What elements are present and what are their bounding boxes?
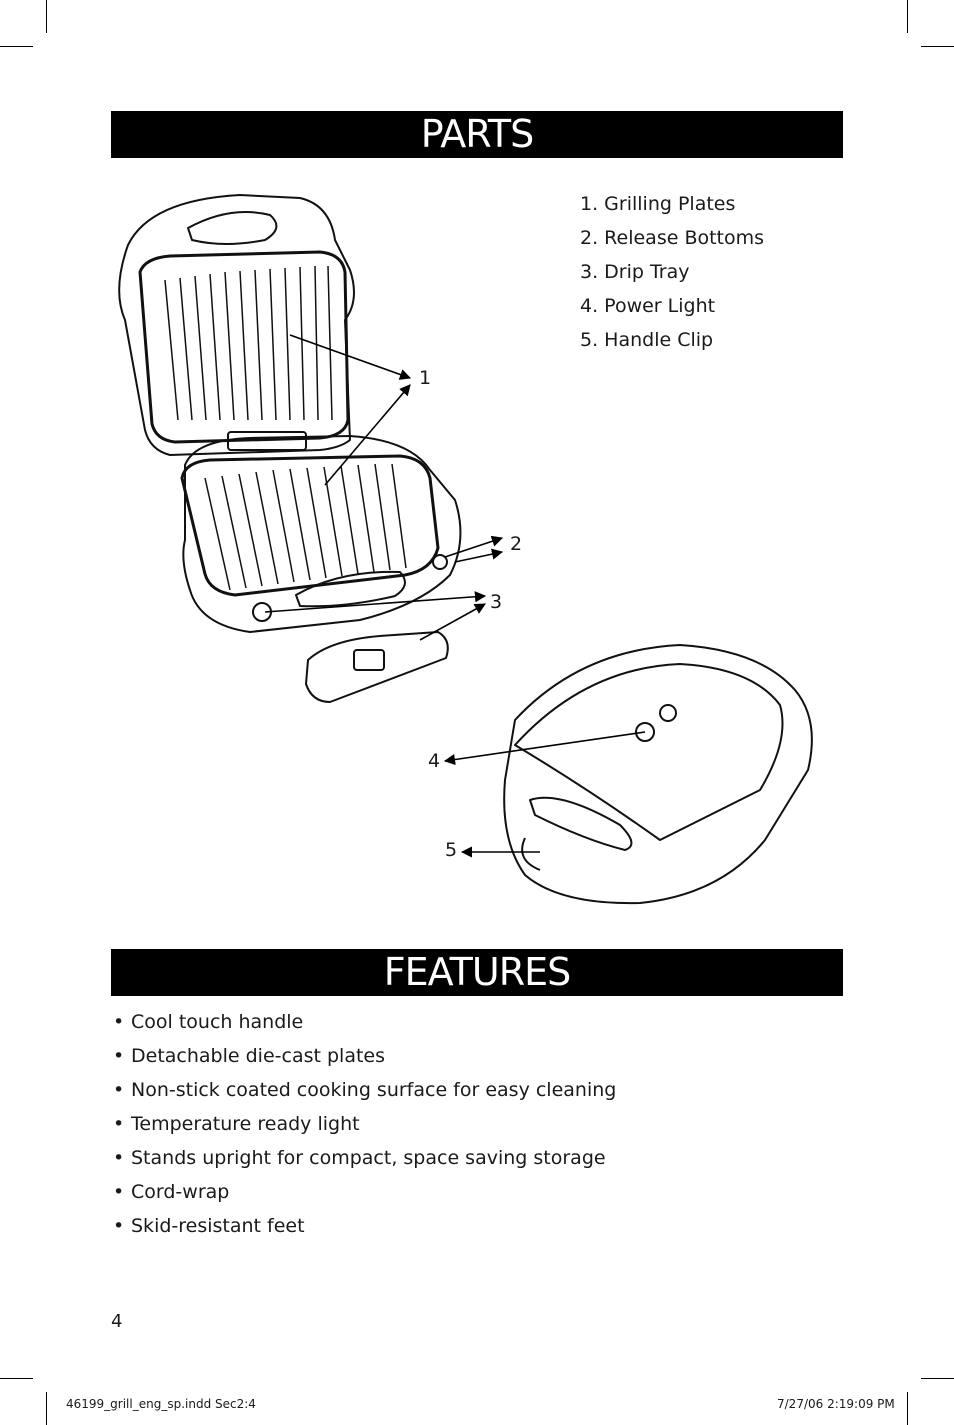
list-item	[113, 1009, 616, 1043]
feature-text: Cool touch handle	[131, 1011, 304, 1033]
file-slug: 46199_grill_eng_sp.indd Sec2:4	[66, 1397, 256, 1411]
list-item	[113, 1179, 616, 1213]
feature-text: Temperature ready light	[131, 1113, 360, 1135]
print-timestamp: 7/27/06 2:19:09 PM	[777, 1397, 895, 1411]
callout-label: 3	[490, 591, 503, 613]
lower-plate-ridges	[205, 464, 406, 590]
list-item: 3. Drip Tray	[580, 261, 690, 283]
parts-list	[580, 190, 764, 360]
callout-label: 5	[445, 839, 458, 861]
list-item	[113, 1145, 616, 1179]
list-item	[113, 1043, 616, 1077]
list-item: 2. Release Bottoms	[580, 227, 765, 249]
lid-handle-icon	[188, 212, 276, 244]
bullet-icon: •	[113, 1215, 125, 1237]
features-list	[113, 1009, 616, 1247]
bullet-icon: •	[113, 1079, 125, 1101]
feature-text: Skid-resistant feet	[131, 1215, 305, 1237]
list-item	[113, 1213, 616, 1247]
bullet-icon: •	[113, 1181, 125, 1203]
list-item: 1. Grilling Plates	[580, 193, 736, 215]
callout-label: 1	[419, 367, 432, 389]
list-item: 4. Power Light	[580, 295, 716, 317]
foot-icon	[522, 838, 540, 870]
bullet-icon: •	[113, 1045, 125, 1067]
feature-text: Non-stick coated cooking surface for easy cleaning	[131, 1079, 617, 1101]
list-item	[113, 1111, 616, 1145]
crop-mark	[921, 1378, 954, 1379]
upper-plate-ridges	[165, 266, 332, 420]
base-shell	[183, 436, 460, 632]
crop-mark	[46, 1392, 47, 1425]
closed-grill-top	[515, 664, 783, 840]
crop-mark	[0, 1378, 33, 1379]
callout-label: 4	[428, 750, 441, 772]
callout-label: 2	[510, 533, 523, 555]
list-item	[113, 1077, 616, 1111]
list-item: 5. Handle Clip	[580, 329, 714, 351]
parts-heading: PARTS	[111, 111, 843, 158]
crop-mark	[907, 1392, 908, 1425]
bullet-icon: •	[113, 1147, 125, 1169]
feature-text: Stands upright for compact, space saving storage	[131, 1147, 606, 1169]
bullet-icon: •	[113, 1011, 125, 1033]
drip-tray	[306, 632, 448, 702]
closed-grill-shell	[504, 645, 812, 903]
release-button-icon	[433, 555, 447, 569]
logo-icon	[660, 705, 676, 721]
handle-clip-icon	[530, 798, 631, 850]
feature-text: Cord-wrap	[131, 1181, 230, 1203]
features-heading: FEATURES	[111, 949, 843, 996]
feature-text: Detachable die-cast plates	[131, 1045, 385, 1067]
page-number: 4	[111, 1311, 123, 1332]
bullet-icon: •	[113, 1113, 125, 1135]
lid-shell	[119, 195, 354, 455]
